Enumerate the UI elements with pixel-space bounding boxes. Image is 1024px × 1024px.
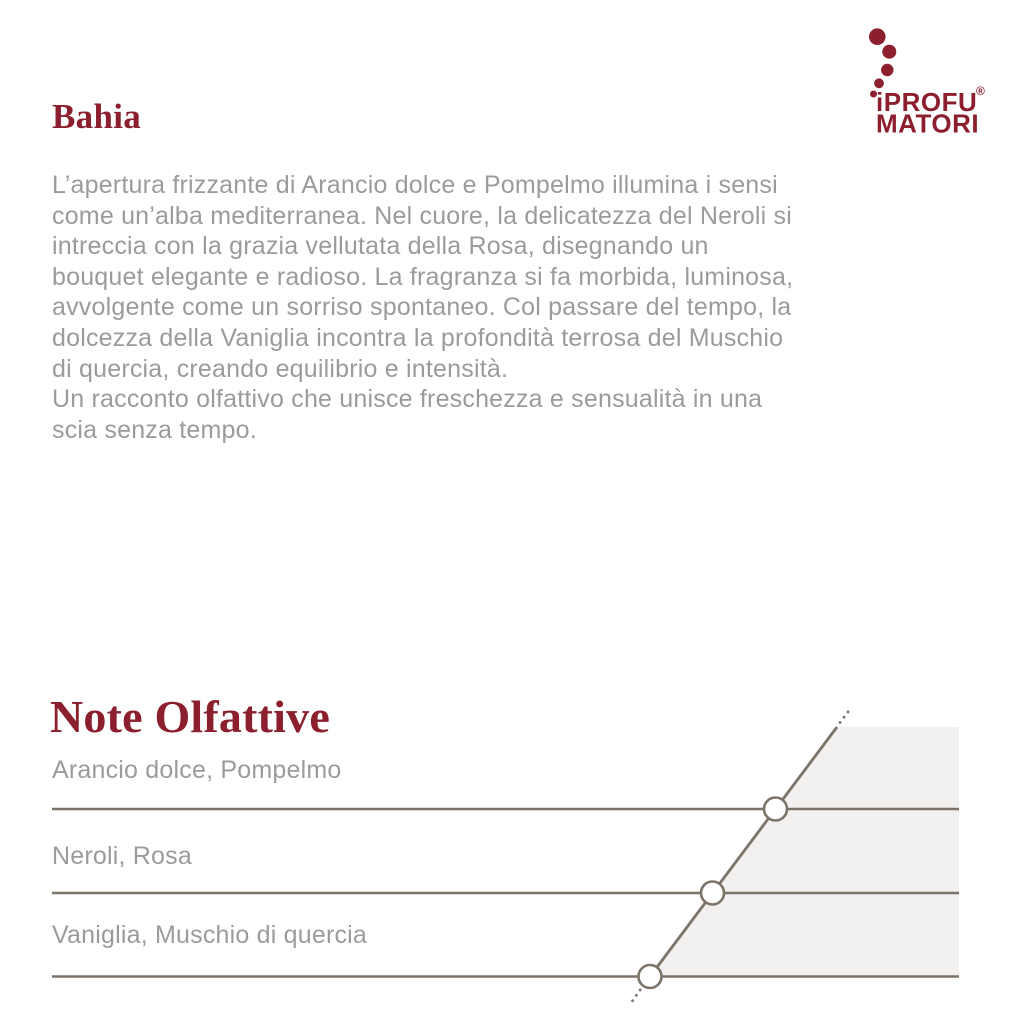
note-label-base-notes: Vaniglia, Muschio di quercia [52,921,368,949]
note-label-heart-notes: Neroli, Rosa [52,842,192,870]
notes-heading: Note Olfattive [50,691,330,742]
diagonal-dotted-extension-bottom [631,985,644,1004]
note-label-top-notes: Arancio dolce, Pompelmo [52,756,342,784]
logo-text-bottom: MATORI [876,108,980,139]
brand-logo [846,16,1001,146]
description-paragraph: Un racconto olfattivo che unisce freschezza e sensualità in una scia senza tempo. [52,385,763,444]
diagram-node-middle [701,882,724,905]
shaded-area [651,727,959,977]
product-title: Bahia [52,97,142,136]
diagonal-dotted-extension-top [840,708,851,723]
product-description [52,170,800,445]
description-paragraph: L’apertura frizzante di Arancio dolce e Pompelmo illumina i sensi come un’alba mediterranea. Nel cuore, la delicatezza del Neroli si intreccia con la grazia vellutata della Rosa, disegnando un bouquet elegante e radioso. La fragranza si fa morbida, luminosa, avvolgente come un sorriso spontaneo. Col passare del tempo, la dolcezza della Vaniglia incontra la profondità terrosa del Muschio di quercia, creando equilibrio e intensità. [52,171,794,383]
logo-text-top: iPROFU [876,87,978,117]
registered-trademark-icon: ® [976,84,985,98]
diagram-node-base [639,965,662,988]
diagram-node-top [764,798,787,821]
